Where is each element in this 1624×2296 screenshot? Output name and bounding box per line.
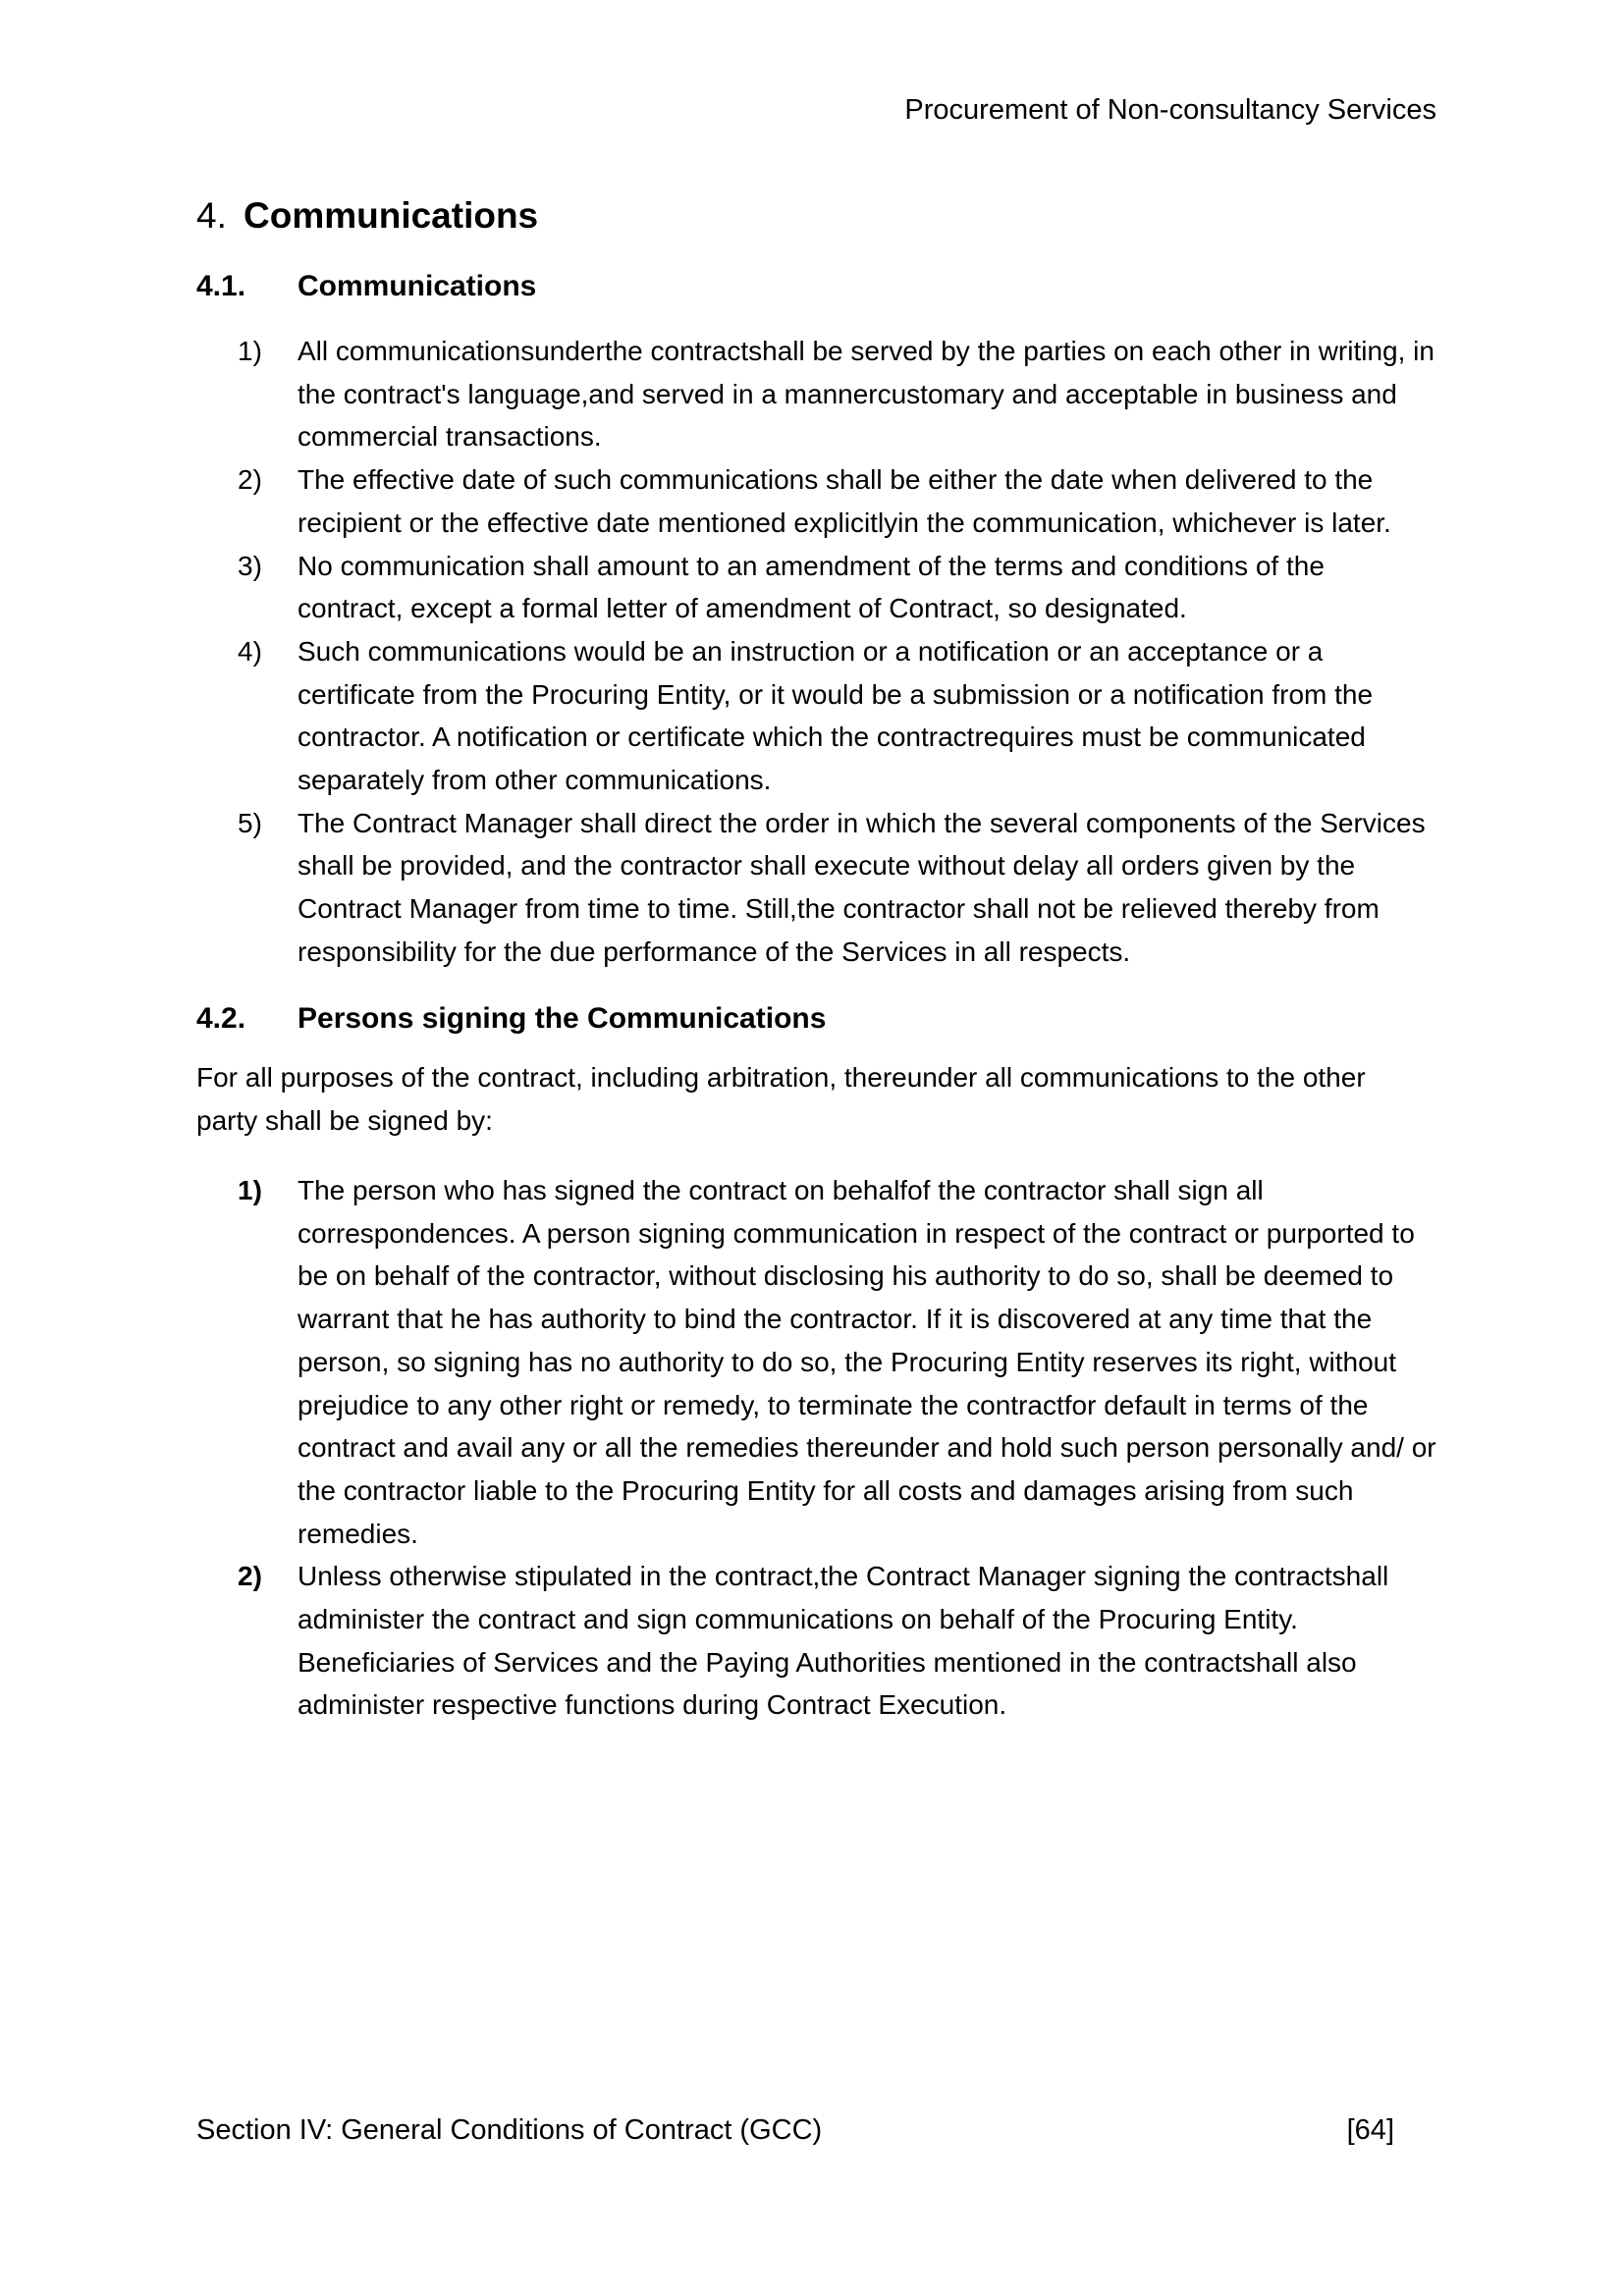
footer-section-label: Section IV: General Conditions of Contract (GCC): [196, 2114, 823, 2146]
list-item-text: Unless otherwise stipulated in the contract,the Contract Manager signing the contractshall administer the contract and sign communications on behalf of the Procuring Entity. Beneficiaries of Services and the Paying Authorities mentioned in the contractshall also administer respective functions during Contract Execution.: [298, 1561, 1389, 1721]
list-item: [196, 1169, 1436, 1555]
list-item-number: 1): [238, 1175, 262, 1205]
list-item-number: 2): [238, 1561, 262, 1592]
list-item: [196, 630, 1436, 802]
list-item: [196, 458, 1436, 544]
list-item-text: The person who has signed the contract on behalfof the contractor shall sign all correspondences. A person signing communication in respect of the contract or purported to be on behalf of the contractor, without disclosing his authority to do so, shall be deemed to warrant that he has authority to bind the contractor. If it is discovered at any time that the person, so signing has no authority to do so, the Procuring Entity reserves its right, without prejudice to any other right or remedy, to terminate the contractfor default in terms of the contract and avail any or all the remedies thereunder and hold such person personally and/ or the contractor liable to the Procuring Entity for all costs and damages arising from such remedies.: [298, 1175, 1436, 1549]
chapter-title: Communications: [244, 195, 539, 236]
chapter-number: 4.: [196, 195, 227, 236]
list-item-number: 3): [238, 550, 262, 581]
list-item-number: 5): [238, 807, 262, 838]
list-item: [196, 545, 1436, 630]
list-item-text: The effective date of such communications shall be either the date when delivered to the recipient or the effective date mentioned explicitlyin the communication, whichever is later.: [298, 464, 1391, 538]
list-item: [196, 1555, 1436, 1727]
section-number: 4.1.: [196, 270, 246, 302]
section-heading-4-1: [196, 267, 536, 306]
section-number: 4.2.: [196, 1002, 246, 1035]
footer-page-number: [64]: [1346, 2114, 1394, 2146]
list-item-number: 4): [238, 635, 262, 667]
list-item-number: 1): [238, 336, 262, 366]
page-header: [196, 92, 1436, 128]
header-text: Procurement of Non-consultancy Services: [904, 94, 1436, 126]
section-title: Communications: [298, 270, 537, 302]
section-title: Persons signing the Communications: [298, 1002, 827, 1035]
section-heading-4-2: [196, 999, 826, 1039]
list-item-text: All communicationsunderthe contractshall be served by the parties on each other in writing, in the contract's language,and served in a mannercustomary and acceptable in business and commercial transactions.: [298, 336, 1435, 453]
list-item-text: Such communications would be an instruction or a notification or an acceptance or a certificate from the Procuring Entity, or it would be a submission or a notification from the contractor. A notification or certificate which the contractrequires must be communicated separately from other communications.: [298, 635, 1374, 796]
section-intro-paragraph: For all purposes of the contract, including arbitration, thereunder all communications to the other party shall be signed by:: [196, 1062, 1366, 1136]
chapter-heading: [196, 192, 538, 240]
list-item-text: No communication shall amount to an amendment of the terms and conditions of the contract, except a formal letter of amendment of Contract, so designated.: [298, 550, 1325, 624]
list-item-number: 2): [238, 464, 262, 496]
page-footer: [196, 2112, 1394, 2148]
list-item-text: The Contract Manager shall direct the order in which the several components of the Services shall be provided, and the contractor shall execute without delay all orders given by the Contract Manager from time to time. Still,the contractor shall not be relieved thereby from responsibility for the due performance of the Services in all respects.: [298, 807, 1426, 967]
numbered-list-4-1: [196, 330, 1436, 974]
list-item: [196, 802, 1436, 974]
numbered-list-4-2: [196, 1169, 1436, 1727]
list-item: [196, 330, 1436, 458]
